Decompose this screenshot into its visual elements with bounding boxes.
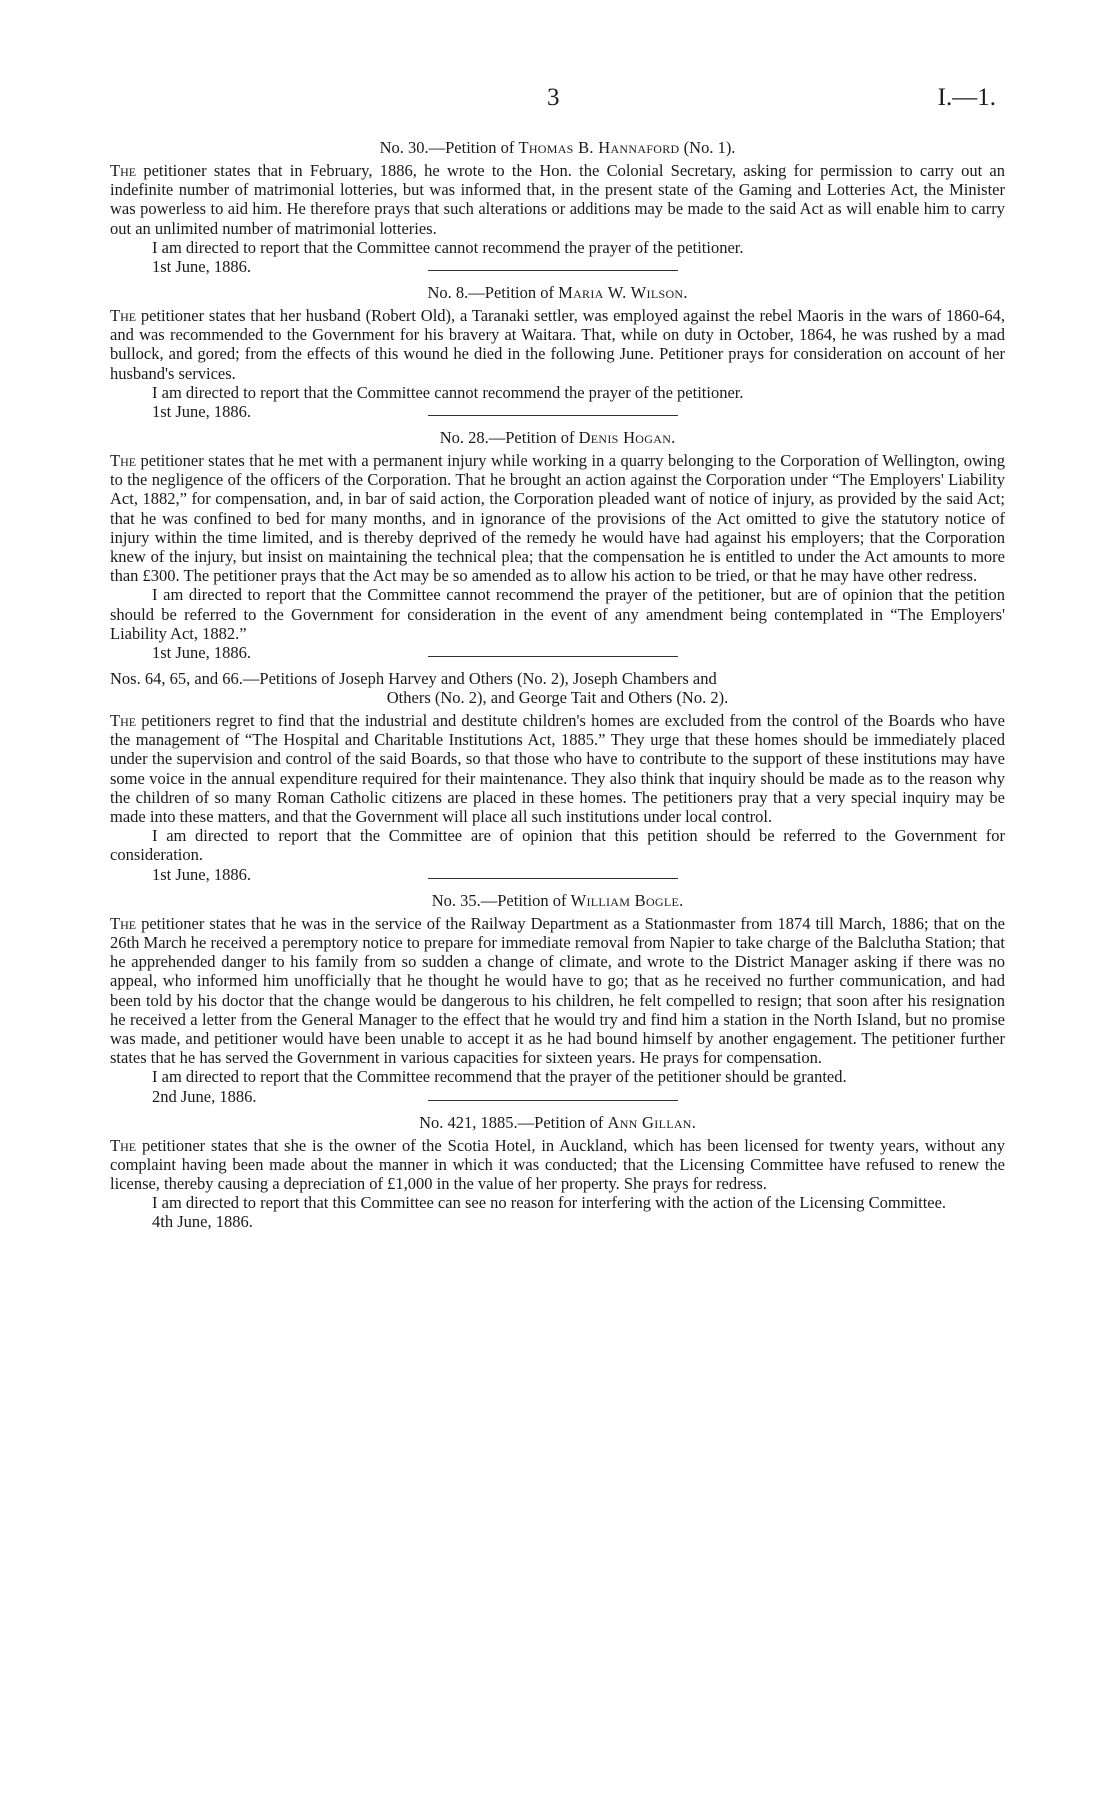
petition-section: [110, 669, 1005, 884]
report-date: 1st June, 1886.: [152, 864, 251, 884]
petition-section: [110, 890, 1005, 1106]
paper-reference: I.—1.: [937, 84, 996, 111]
petition-section: [110, 283, 1005, 422]
report-date: 1st June, 1886.: [152, 643, 251, 663]
section-divider: [428, 878, 678, 879]
petition-heading: No. 28.—Petition of Denis Hogan.: [439, 428, 676, 448]
committee-report: I am directed to report that the Committee are of opinion that this petition should be referred to the Government for consideration.: [110, 826, 1005, 865]
section-divider: [428, 1100, 678, 1101]
petitions-column: [110, 138, 1005, 1231]
committee-report: I am directed to report that the Committee recommend that the prayer of the petitioner should be granted.: [152, 1067, 847, 1087]
petition-body: The petitioner states that in February, 1886, he wrote to the Hon. the Colonial Secretary, asking for permission to carry out an indefinite number of matrimonial lotteries, but was informed that, in the present state of the Gaming and Lotteries Act, the Minister was powerless to aid him. He therefore prays that such alterations or additions may be made to the said Act as will enable him to carry out an unlimited number of matrimonial lotteries.: [110, 161, 1005, 238]
report-date: 4th June, 1886.: [152, 1212, 253, 1232]
petition-heading: No. 35.—Petition of William Bogle.: [431, 890, 684, 910]
petition-heading: No. 421, 1885.—Petition of Ann Gillan.: [419, 1112, 696, 1132]
petition-section: [110, 138, 1005, 277]
petition-body: The petitioner states that she is the owner of the Scotia Hotel, in Auckland, which has been licensed for twenty years, without any complaint having been made about the manner in which it was conducted; that the Licensing Committee have refused to renew the license, thereby causing a depreciation of £1,000 in the value of her property. She prays for redress.: [110, 1135, 1005, 1193]
section-divider: [428, 270, 678, 271]
page-number: 3: [547, 84, 560, 111]
committee-report: I am directed to report that this Committee can see no reason for interfering with the action of the Licensing Committee.: [152, 1193, 947, 1213]
report-date: 1st June, 1886.: [152, 402, 251, 422]
committee-report: I am directed to report that the Committee cannot recommend the prayer of the petitioner, but are of opinion that the petition should be referred to the Government for consideration in the event of any amendment being contemplated in “The Employers' Liability Act, 1882.”: [110, 585, 1005, 643]
petition-body: The petitioner states that he was in the service of the Railway Department as a Stationmaster from 1874 till March, 1886; that on the 26th March he received a peremptory notice to prepare for immediate removal from Napier to take charge of the Balclutha Station; that he apprehended danger to his family from so sudden a change of climate, and wrote to the District Manager asking if there was no appeal, who informed him unofficially that he thought he would have to go; that as he received no further communication, and had been told by his doctor that the change would be dangerous to his children, he felt compelled to resign; that soon after his resignation he received a letter from the General Manager to the effect that he would try and find him a station in the North Island, but no promise was made, and petitioner would have been unable to accept it as he had bound himself by another engagement. The petitioner further states that he has served the Government in various capacities for sixteen years. He prays for compensation.: [110, 913, 1005, 1068]
petition-section: [110, 1113, 1005, 1232]
petition-body: The petitioner states that he met with a permanent injury while working in a quarry belonging to the Corporation of Wellington, owing to the negligence of the officers of the Corporation. That he brought an action against the Corporation under “The Employers' Liability Act, 1882,” for compensation, and, in bar of said action, the Corporation pleaded want of notice of injury, as provided by the said Act; that he was confined to bed for many months, and in ignorance of the provisions of the Act omitted to give the statutory notice of injury within the time limited, and is thereby deprived of the remedy he would have had against his employers; that the Corporation knew of the injury, but insist on maintaining the technical plea; that the compensation he is entitled to under the Act amounts to more than £300. The petitioner prays that the Act may be so amended as to allow his action to be tried, or that he may have other redress.: [110, 451, 1005, 586]
section-divider: [428, 415, 678, 416]
petition-heading: Nos. 64, 65, and 66.—Petitions of Joseph Harvey and Others (No. 2), Joseph Chambers and Others (No. 2), and George Tait and Others (No. 2).: [110, 669, 729, 708]
report-date: 1st June, 1886.: [152, 257, 251, 277]
section-divider: [428, 656, 678, 657]
report-date: 2nd June, 1886.: [152, 1086, 257, 1106]
committee-report: I am directed to report that the Committee cannot recommend the prayer of the petitioner.: [152, 237, 744, 257]
petition-section: [110, 428, 1005, 663]
petition-heading: No. 8.—Petition of Maria W. Wilson.: [427, 283, 688, 303]
petition-body: The petitioners regret to find that the industrial and destitute children's homes are excluded from the control of the Boards who have the management of “The Hospital and Charitable Institutions Act, 1885.” They urge that these homes should be immediately placed under the supervision and control of the said Boards, so that those who have to contribute to the support of these institutions may have some voice in the annual expenditure required for their maintenance. They also think that inquiry should be made as to the reason why the children of so many Roman Catholic citizens are placed in these homes. The petitioners pray that a very special inquiry may be made into these matters, and that the Government will place all such institutions under local control.: [110, 711, 1005, 827]
committee-report: I am directed to report that the Committee cannot recommend the prayer of the petitioner.: [152, 382, 744, 402]
petition-body: The petitioner states that her husband (Robert Old), a Taranaki settler, was employed against the rebel Maoris in the wars of 1860-64, and was recommended to the Government for his bravery at Waitara. That, while on duty in October, 1864, he was rushed by a mad bullock, and gored; from the effects of this wound he died in the following June. Petitioner prays for consideration on account of her husband's services.: [110, 306, 1005, 383]
petition-heading: No. 30.—Petition of Thomas B. Hannaford (No. 1).: [379, 138, 736, 157]
